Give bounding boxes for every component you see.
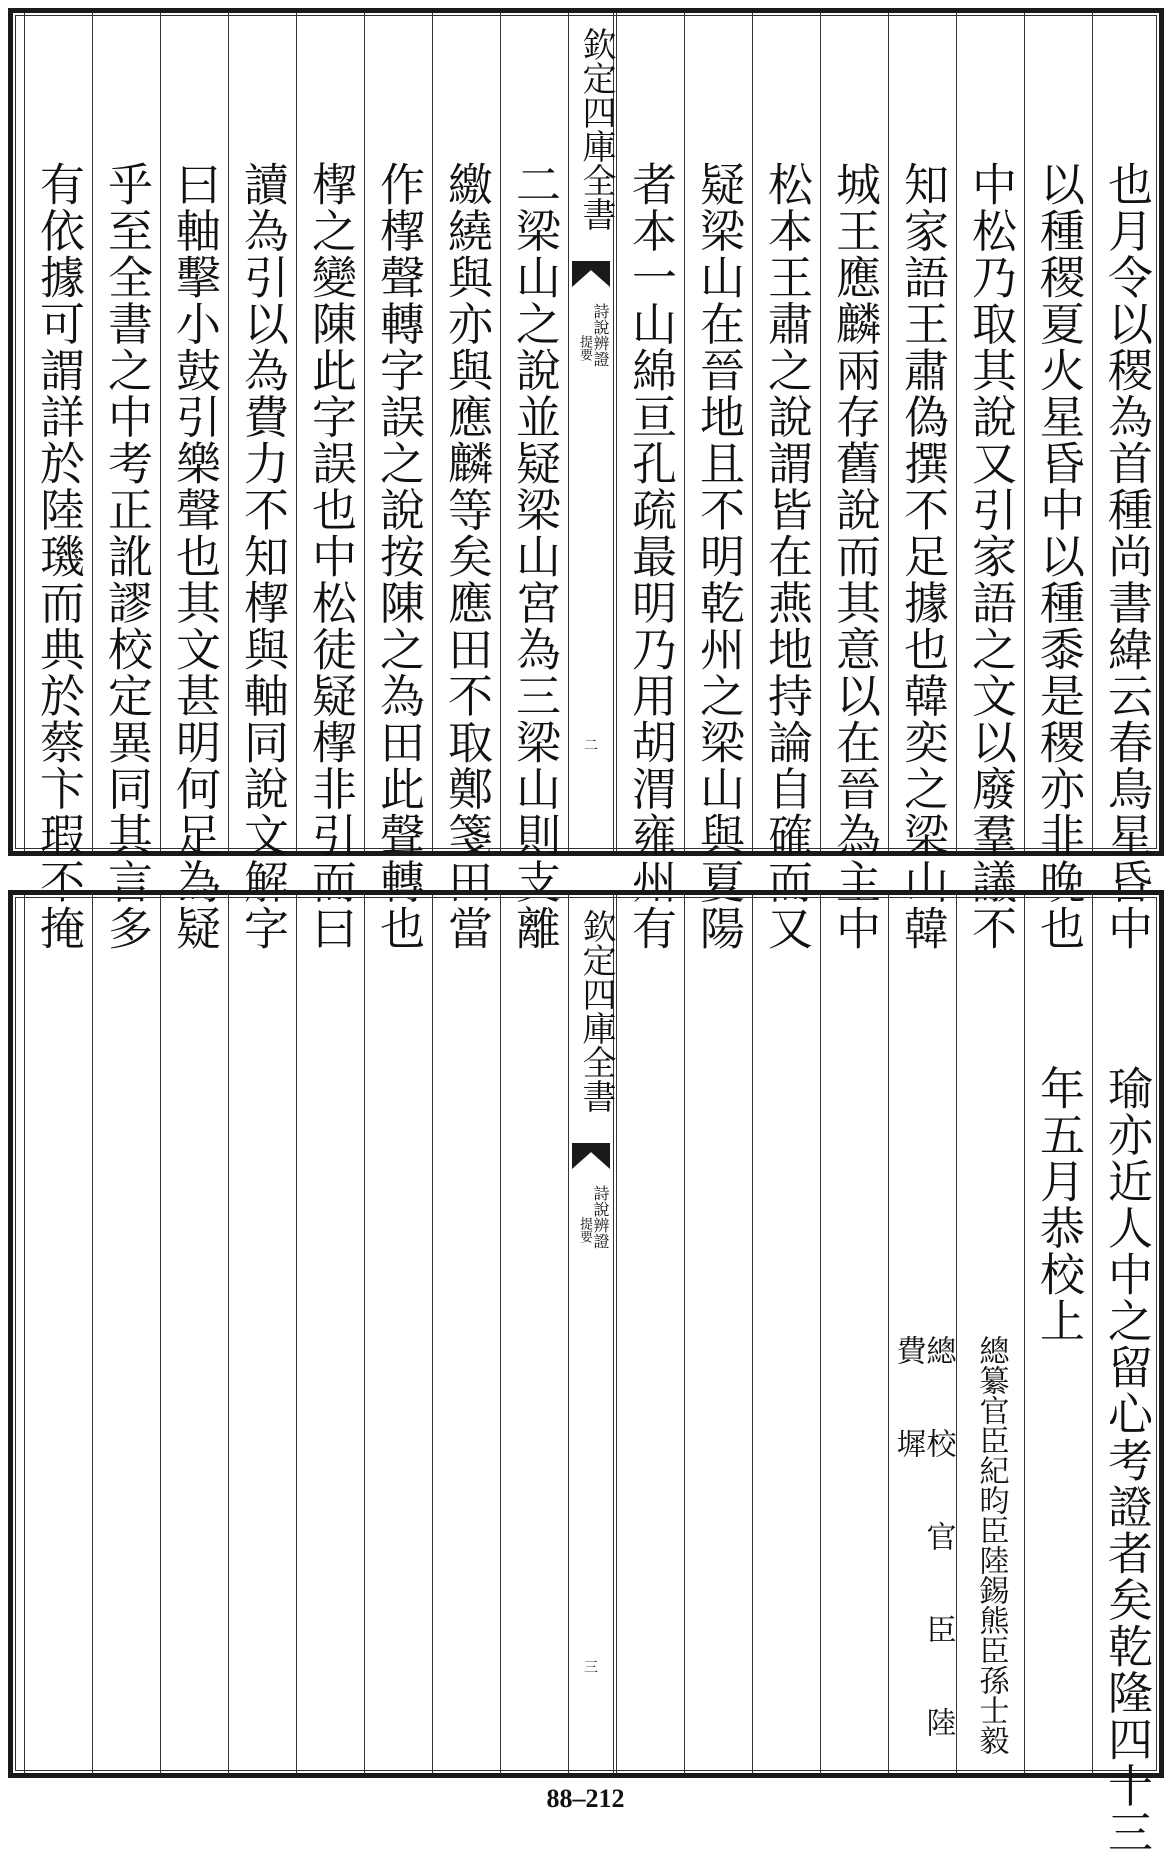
text-column — [364, 13, 432, 952]
blank-column — [92, 895, 160, 1773]
blank-column — [820, 895, 888, 1773]
column-text: 二梁山之說並疑梁山宮為三梁山則支離 — [508, 161, 561, 952]
book-title: 詩說辨證 — [591, 1185, 610, 1249]
text-column — [500, 13, 568, 952]
column-text: 讀為引以為費力不知㮮與軸同說文解字 — [236, 161, 289, 952]
blank-column — [24, 895, 92, 1773]
page-number-footer: 88–212 — [546, 1784, 625, 1813]
blank-column — [752, 895, 820, 1773]
blank-column — [364, 895, 432, 1773]
text-column — [92, 13, 160, 952]
text-column — [160, 13, 228, 952]
column-text: 以種稷夏火星昏中以種黍是稷亦非晚也 — [1032, 161, 1085, 952]
text-column — [228, 13, 296, 952]
text-column — [616, 13, 684, 952]
section-label: 提要 — [577, 1217, 592, 1243]
column-text: 㮮之變陳此字誤也中松徒疑㮮非引而曰 — [304, 161, 357, 952]
text-column — [752, 13, 820, 952]
text-column — [296, 13, 364, 952]
column-text: 乎至全書之中考正訛謬校定異同其言多 — [100, 161, 153, 952]
text-column — [956, 13, 1024, 952]
column-text: 城王應麟兩存舊說而其意以在晉為主中 — [828, 161, 881, 952]
column-text: 繳繞與亦與應麟等矣應田不取鄭箋田當 — [440, 161, 493, 952]
column-text: 作㮮聲轉字誤之說按陳之為田此聲轉也 — [372, 161, 425, 952]
text-column — [684, 13, 752, 952]
proofreader-credit: 總 校 官 臣 陸 費 墀 — [890, 1335, 956, 1751]
text-column — [1092, 13, 1160, 952]
blank-column — [296, 895, 364, 1773]
leaf-number: 二 — [584, 738, 598, 754]
book-series-title: 欽定四庫全書 — [576, 27, 616, 231]
column-text: 曰軸擊小鼓引樂聲也其文甚明何足為疑 — [168, 161, 221, 952]
blank-column — [228, 895, 296, 1773]
top-page — [8, 8, 1164, 952]
column-text: 瑜亦近人中之留心考證者矣乾隆四十三 — [1100, 1065, 1153, 1856]
fishtail-mark — [572, 261, 610, 287]
text-column — [956, 895, 1024, 1773]
blank-column — [160, 895, 228, 1773]
text-column — [888, 13, 956, 952]
center-fold-strip — [568, 895, 614, 1773]
text-column — [1092, 895, 1160, 1856]
book-series-title: 欽定四庫全書 — [576, 909, 616, 1113]
fishtail-mark — [572, 1143, 610, 1169]
blank-column — [432, 895, 500, 1773]
text-column — [1024, 895, 1092, 1773]
column-text: 松本王肅之說謂皆在燕地持論自確而又 — [760, 161, 813, 952]
blank-column — [500, 895, 568, 1773]
column-text: 中松乃取其說又引家語之文以廢羣議不 — [964, 161, 1017, 952]
column-text: 也月令以稷為首種尚書緯云春鳥星昏中 — [1100, 161, 1153, 952]
column-text: 知家語王肅偽撰不足據也韓奕之梁山韓 — [896, 161, 949, 952]
column-text: 年五月恭校上 — [1032, 1065, 1085, 1344]
text-column — [24, 13, 92, 952]
text-column — [820, 13, 888, 952]
text-column — [1024, 13, 1092, 952]
column-text: 疑梁山在晉地且不明乾州之梁山與夏陽 — [692, 161, 745, 952]
book-title: 詩說辨證 — [591, 303, 610, 367]
text-column — [888, 895, 956, 1773]
compiler-credit: 總纂官臣紀昀臣陸錫熊臣孫士毅 — [973, 1335, 1009, 1755]
center-fold-strip — [568, 13, 614, 851]
leaf-number: 三 — [584, 1660, 598, 1676]
text-column — [432, 13, 500, 952]
section-label: 提要 — [577, 335, 592, 361]
column-text: 有依據可謂詳於陸璣而典於蔡卞瑕不掩 — [32, 161, 85, 952]
blank-column — [616, 895, 684, 1773]
column-text: 者本一山綿亘孔疏最明乃用胡渭雍州有 — [624, 161, 677, 952]
blank-column — [684, 895, 752, 1773]
